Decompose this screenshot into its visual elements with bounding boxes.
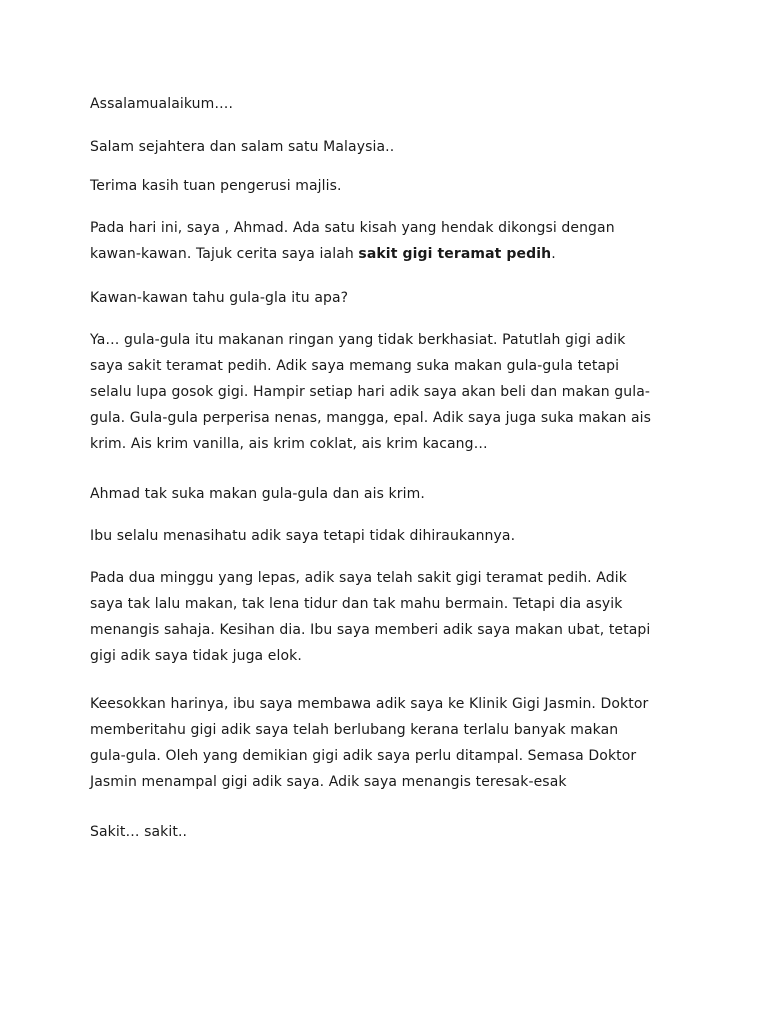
text-line: krim. Ais krim vanilla, ais krim coklat, ais krim kacang… [90,436,488,452]
text-line: memberitahu gigi adik saya telah berlubang kerana terlalu banyak makan [90,722,619,738]
paragraph-intro [90,215,690,267]
text-line: saya tak lalu makan, tak lena tidur dan tak mahu bermain. Tetapi dia asyik [90,596,623,612]
text-segment: kawan-kawan. Tajuk cerita saya ialah [90,246,359,262]
paragraph-question [90,285,690,311]
paragraph-closing [90,819,690,845]
paragraph-toothache [90,565,690,669]
paragraph-clinic [90,691,690,795]
paragraph-salam [90,134,690,160]
text-line: Jasmin menampal gigi adik saya. Adik saya menangis teresak-esak [90,774,567,790]
text-line: Salam sejahtera dan salam satu Malaysia.. [90,139,395,155]
text-line: Kawan-kawan tahu gula-gla itu apa? [90,290,349,306]
text-line: Ahmad tak suka makan gula-gula dan ais krim. [90,486,425,502]
paragraph-candy [90,327,690,457]
story-title: sakit gigi teramat pedih [358,246,552,262]
text-line: Assalamualaikum…. [90,96,233,112]
text-segment: . [551,246,556,262]
text-line: selalu lupa gosok gigi. Hampir setiap hari adik saya akan beli dan makan gula- [90,384,651,400]
text-line: gula. Gula-gula perperisa nenas, mangga, epal. Adik saya juga suka makan ais [90,410,652,426]
text-line: gula-gula. Oleh yang demikian gigi adik saya perlu ditampal. Semasa Doktor [90,748,637,764]
paragraph-greeting [90,91,690,117]
text-line: Pada hari ini, saya , Ahmad. Ada satu kisah yang hendak dikongsi dengan [90,220,615,236]
paragraph-mother [90,523,690,549]
text-line: Sakit… sakit.. [90,824,188,840]
text-line: menangis sahaja. Kesihan dia. Ibu saya memberi adik saya makan ubat, tetapi [90,622,651,638]
paragraph-ahmad [90,481,690,507]
text-line [90,241,690,267]
text-line: Pada dua minggu yang lepas, adik saya telah sakit gigi teramat pedih. Adik [90,570,627,586]
text-line: saya sakit teramat pedih. Adik saya memang suka makan gula-gula tetapi [90,358,620,374]
text-line: Ya… gula-gula itu makanan ringan yang tidak berkhasiat. Patutlah gigi adik [90,332,626,348]
text-line: Terima kasih tuan pengerusi majlis. [90,178,342,194]
paragraph-thanks [90,173,690,199]
text-line: Keesokkan harinya, ibu saya membawa adik saya ke Klinik Gigi Jasmin. Doktor [90,696,649,712]
text-line: Ibu selalu menasihatu adik saya tetapi tidak dihiraukannya. [90,528,516,544]
text-line: gigi adik saya tidak juga elok. [90,648,302,664]
